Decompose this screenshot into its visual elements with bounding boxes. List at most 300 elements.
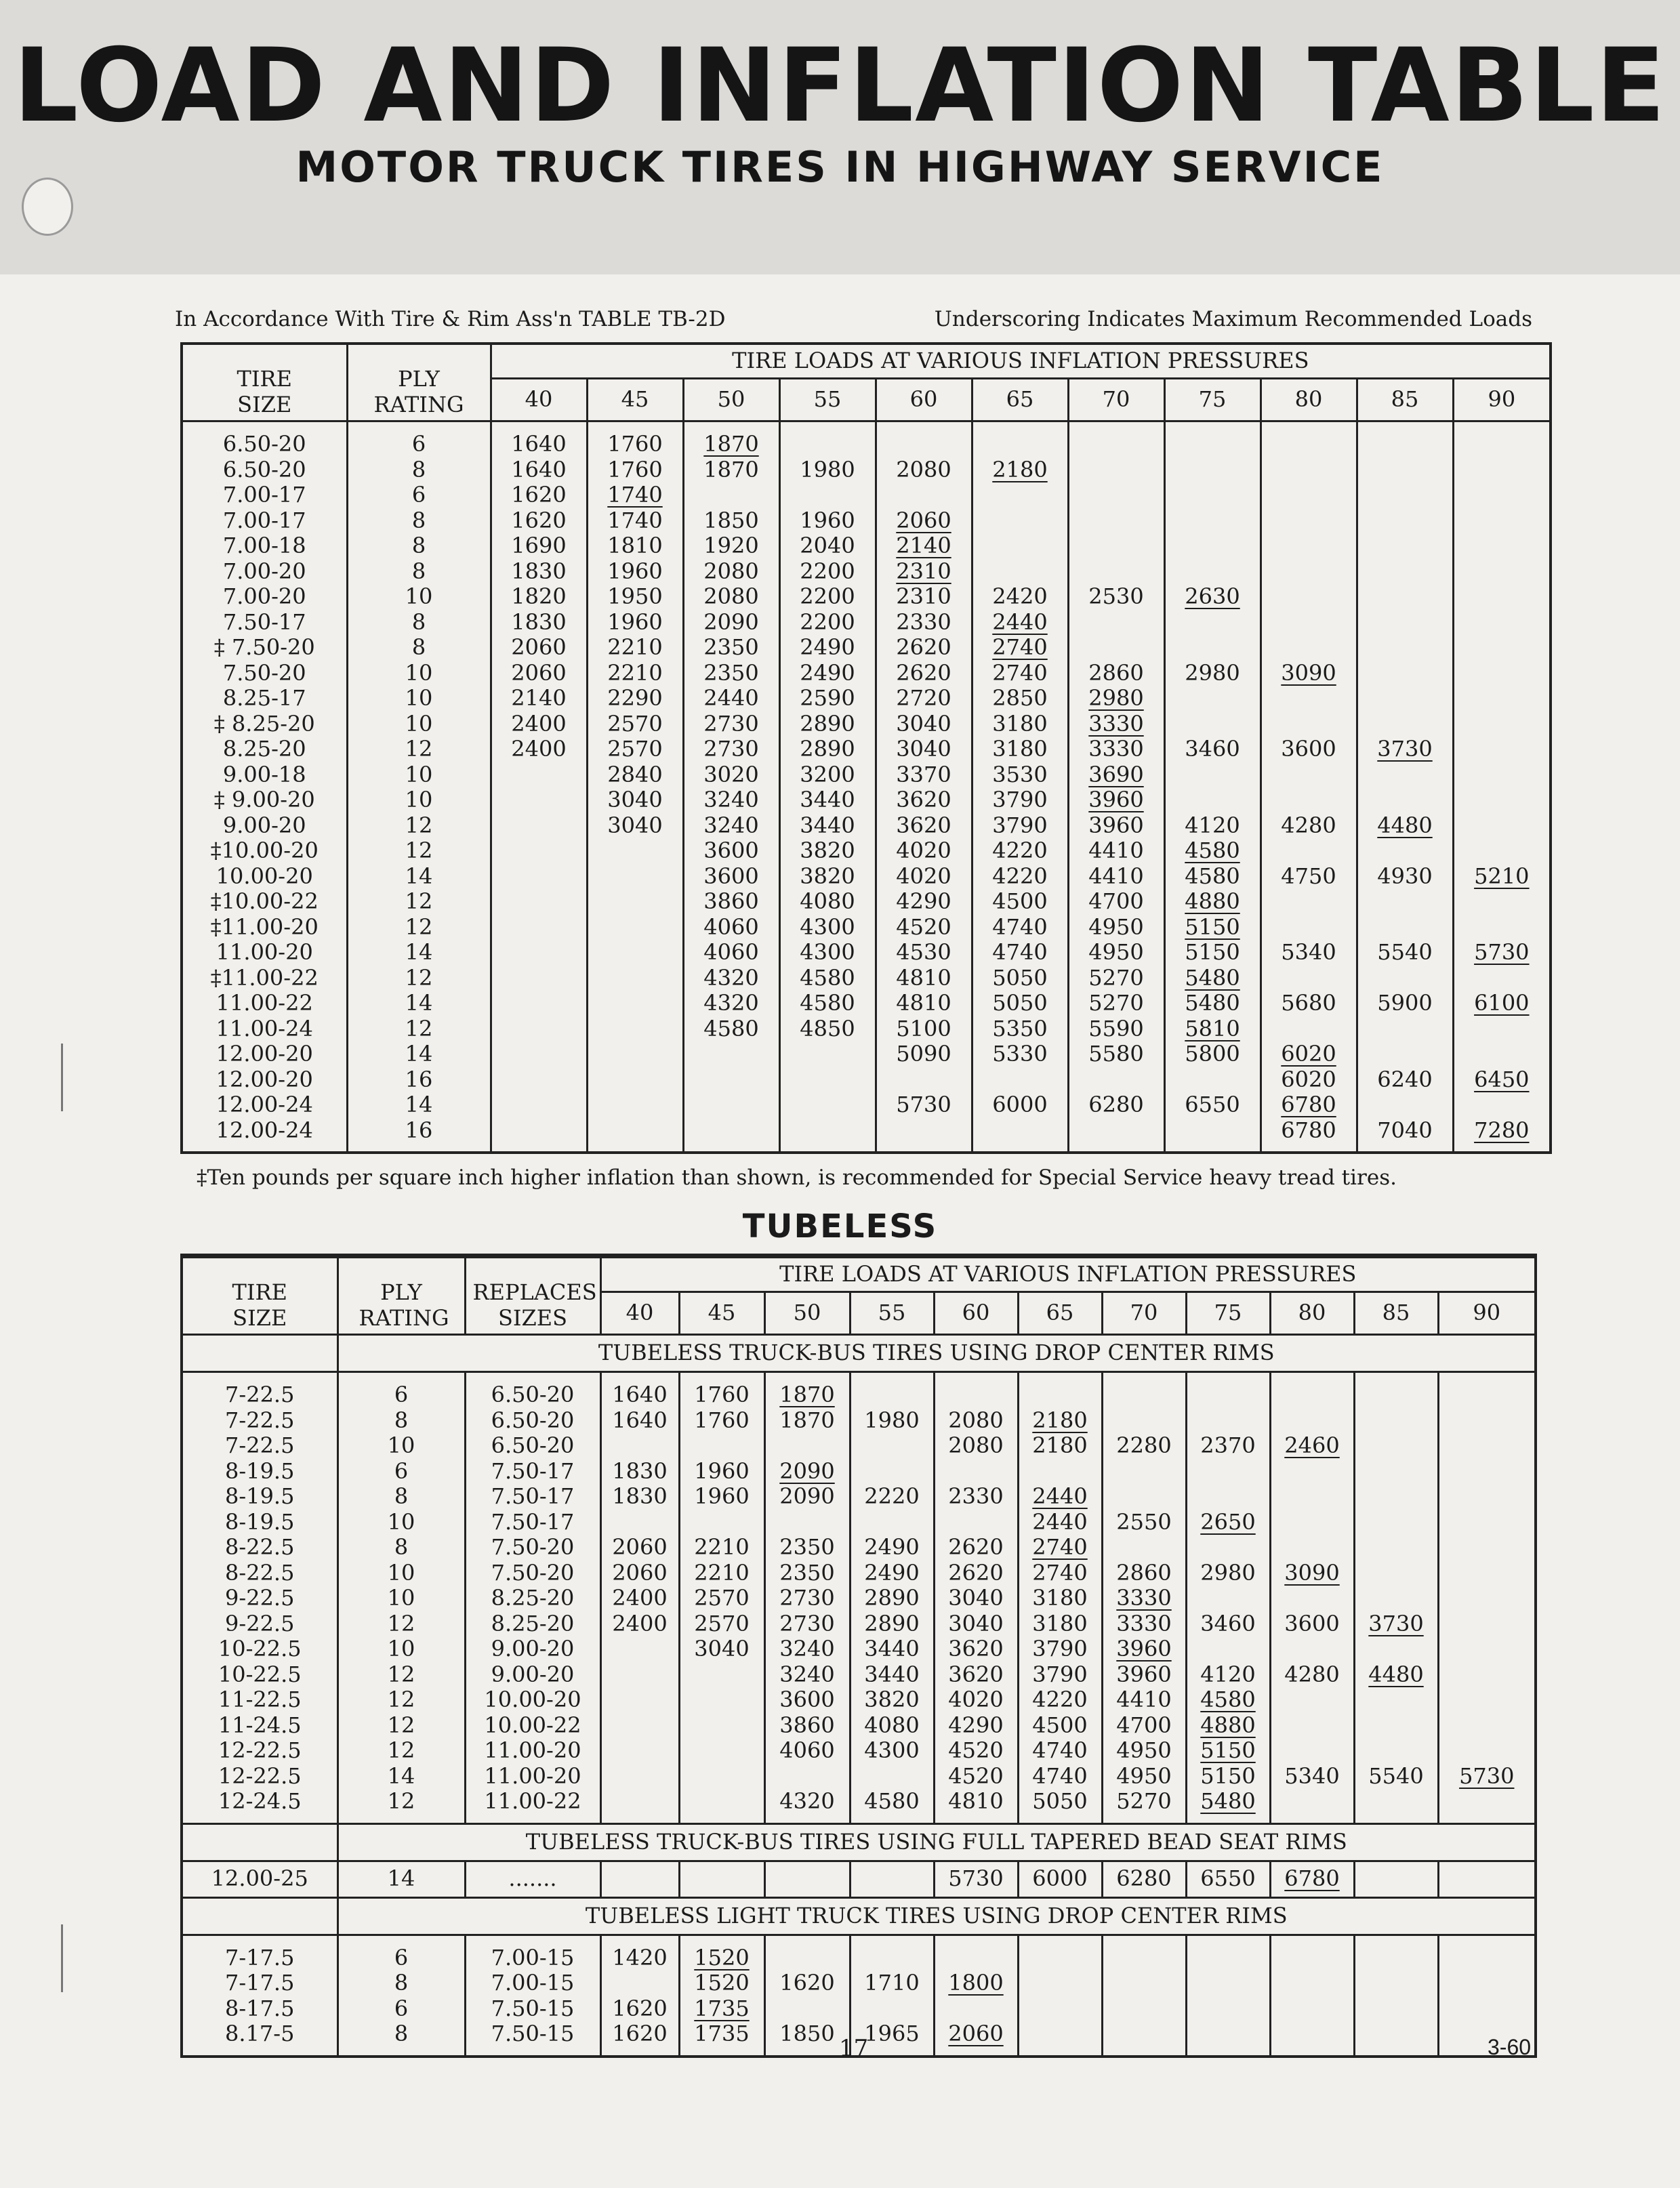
form-number: 3-60 bbox=[1488, 2035, 1532, 2059]
load-cell: 2290 bbox=[587, 686, 683, 711]
load-cell bbox=[1270, 1738, 1354, 1764]
max-load-value: 5150 bbox=[1200, 1737, 1256, 1763]
binder-mark bbox=[61, 1924, 63, 1992]
load-cell bbox=[1438, 1789, 1536, 1823]
tire-size-cell: ‡10.00-22 bbox=[182, 889, 347, 915]
load-cell bbox=[1354, 1713, 1438, 1739]
load-cell bbox=[1270, 1996, 1354, 2022]
load-cell bbox=[1453, 421, 1551, 457]
load-cell: 4580 bbox=[683, 1016, 779, 1042]
load-cell bbox=[1453, 813, 1551, 839]
load-cell: 1620 bbox=[600, 2021, 679, 2057]
load-cell: 1920 bbox=[683, 533, 779, 559]
load-cell bbox=[876, 533, 972, 559]
load-cell bbox=[1354, 1738, 1438, 1764]
load-cell: 3620 bbox=[934, 1636, 1018, 1662]
load-cell bbox=[1164, 762, 1261, 788]
load-cell: 4290 bbox=[934, 1713, 1018, 1739]
load-cell bbox=[491, 787, 587, 813]
load-cell bbox=[587, 1016, 683, 1042]
load-cell bbox=[491, 991, 587, 1016]
load-cell: 2080 bbox=[683, 584, 779, 610]
load-cell: 3960 bbox=[1102, 1662, 1186, 1688]
pressure-header-cell: 50 bbox=[683, 379, 779, 421]
load-cell bbox=[1102, 1935, 1186, 1970]
load-cell: 4120 bbox=[1186, 1662, 1270, 1688]
load-cell: 6240 bbox=[1357, 1067, 1453, 1093]
max-load-value: 2180 bbox=[992, 456, 1048, 482]
load-cell: 4580 bbox=[1164, 864, 1261, 890]
tire-size-cell: 7-17.5 bbox=[182, 1935, 337, 1970]
load-cell bbox=[1261, 1016, 1357, 1042]
ply-rating-cell: 10 bbox=[347, 686, 491, 711]
load-cell: 4700 bbox=[1102, 1713, 1186, 1739]
load-cell bbox=[1357, 813, 1453, 839]
ply-rating-cell: 6 bbox=[337, 1996, 465, 2022]
header-ply-rating: PLY RATING bbox=[347, 344, 491, 421]
tire-size-cell: ‡ 8.25-20 bbox=[182, 711, 347, 737]
load-cell: 2570 bbox=[679, 1586, 764, 1611]
load-cell: 2730 bbox=[683, 711, 779, 737]
load-cell bbox=[1354, 1662, 1438, 1688]
load-cell bbox=[1354, 1586, 1438, 1611]
load-cell bbox=[1354, 1459, 1438, 1485]
load-cell bbox=[1357, 559, 1453, 585]
load-cell bbox=[1102, 1484, 1186, 1510]
load-cell: 5330 bbox=[972, 1041, 1068, 1067]
load-cell bbox=[1453, 482, 1551, 508]
replaces-size-cell: 7.50-17 bbox=[465, 1459, 600, 1485]
load-cell: 4740 bbox=[1018, 1764, 1102, 1790]
load-cell bbox=[1261, 711, 1357, 737]
load-cell: 4740 bbox=[972, 915, 1068, 941]
load-cell: 1620 bbox=[491, 482, 587, 508]
load-cell bbox=[1354, 1535, 1438, 1561]
load-cell bbox=[876, 508, 972, 534]
load-cell bbox=[779, 1041, 876, 1067]
load-cell bbox=[1018, 1372, 1102, 1408]
pressure-header-cell: 40 bbox=[600, 1292, 679, 1335]
load-cell bbox=[587, 940, 683, 966]
load-cell bbox=[1453, 457, 1551, 483]
tire-size-cell: 6.50-20 bbox=[182, 457, 347, 483]
load-cell bbox=[1354, 1433, 1438, 1459]
max-load-value: 2140 bbox=[896, 533, 951, 558]
load-cell bbox=[1261, 635, 1357, 661]
load-cell bbox=[491, 1118, 587, 1153]
load-cell bbox=[1068, 787, 1164, 813]
load-cell: 4950 bbox=[1102, 1764, 1186, 1790]
load-cell bbox=[1164, 711, 1261, 737]
pressure-header-cell: 65 bbox=[1018, 1292, 1102, 1335]
load-cell: 2200 bbox=[779, 584, 876, 610]
table-row bbox=[182, 813, 1551, 839]
load-cell: 5730 bbox=[876, 1092, 972, 1118]
load-cell: 5340 bbox=[1261, 940, 1357, 966]
tire-size-cell: 8.17-5 bbox=[182, 2021, 337, 2057]
load-cell bbox=[1261, 482, 1357, 508]
ply-rating-cell: 14 bbox=[347, 864, 491, 890]
load-cell: 3600 bbox=[764, 1687, 850, 1713]
load-cell bbox=[1438, 1372, 1536, 1408]
load-cell bbox=[1453, 559, 1551, 585]
load-cell bbox=[1453, 915, 1551, 941]
load-cell bbox=[1357, 533, 1453, 559]
max-load-value: 5810 bbox=[1185, 1015, 1240, 1041]
load-cell bbox=[1261, 457, 1357, 483]
section-label: TUBELESS LIGHT TRUCK TIRES USING DROP CENTER RIMS bbox=[337, 1897, 1536, 1935]
load-cell bbox=[779, 1092, 876, 1118]
load-cell bbox=[1018, 1970, 1102, 1996]
load-cell bbox=[850, 1510, 934, 1535]
header-ply-rating: PLY RATING bbox=[337, 1258, 465, 1335]
load-cell: 2080 bbox=[876, 457, 972, 483]
load-cell: 4320 bbox=[764, 1789, 850, 1823]
load-cell bbox=[1164, 508, 1261, 534]
load-cell: 1960 bbox=[779, 508, 876, 534]
load-cell: 5900 bbox=[1357, 991, 1453, 1016]
load-cell: 4280 bbox=[1270, 1662, 1354, 1688]
load-cell bbox=[934, 1970, 1018, 1996]
ply-rating-cell: 12 bbox=[337, 1687, 465, 1713]
load-cell bbox=[1438, 1484, 1536, 1510]
load-cell: 3620 bbox=[876, 813, 972, 839]
tire-size-cell: 12.00-24 bbox=[182, 1118, 347, 1153]
load-cell bbox=[1186, 1408, 1270, 1434]
load-cell bbox=[1164, 482, 1261, 508]
load-cell bbox=[1261, 915, 1357, 941]
pressure-header-cell: 85 bbox=[1354, 1292, 1438, 1335]
load-cell bbox=[683, 421, 779, 457]
load-cell: 4280 bbox=[1261, 813, 1357, 839]
max-load-value: 2180 bbox=[1032, 1407, 1088, 1433]
load-cell: 2210 bbox=[679, 1535, 764, 1561]
load-cell: 1960 bbox=[679, 1459, 764, 1485]
pressure-header-cell: 70 bbox=[1068, 379, 1164, 421]
max-load-value: 4480 bbox=[1368, 1661, 1424, 1687]
load-cell bbox=[683, 1067, 779, 1093]
ply-rating-cell: 14 bbox=[347, 1041, 491, 1067]
load-cell: 2080 bbox=[934, 1433, 1018, 1459]
replaces-size-cell: 7.00-15 bbox=[465, 1970, 600, 1996]
load-cell bbox=[587, 966, 683, 991]
load-cell bbox=[876, 1067, 972, 1093]
load-cell: 1960 bbox=[679, 1484, 764, 1510]
table-row bbox=[182, 864, 1551, 890]
table-row bbox=[182, 421, 1551, 457]
load-cell: 2400 bbox=[491, 737, 587, 762]
tire-size-cell: 9-22.5 bbox=[182, 1611, 337, 1637]
load-cell bbox=[600, 1789, 679, 1823]
ply-rating-cell: 6 bbox=[337, 1935, 465, 1970]
load-cell bbox=[1453, 533, 1551, 559]
load-cell bbox=[1261, 584, 1357, 610]
ply-rating-cell: 12 bbox=[337, 1662, 465, 1688]
load-cell: 4060 bbox=[764, 1738, 850, 1764]
ply-rating-cell: 8 bbox=[347, 635, 491, 661]
load-cell bbox=[1354, 1510, 1438, 1535]
load-cell bbox=[1438, 1738, 1536, 1764]
load-cell: 2570 bbox=[679, 1611, 764, 1637]
load-cell bbox=[1068, 559, 1164, 585]
load-cell: 3460 bbox=[1186, 1611, 1270, 1637]
load-cell bbox=[1102, 1996, 1186, 2022]
load-cell bbox=[1261, 1092, 1357, 1118]
table-row bbox=[182, 940, 1551, 966]
load-cell: 4580 bbox=[779, 966, 876, 991]
load-cell bbox=[1354, 1935, 1438, 1970]
section-blank-cell bbox=[182, 1823, 337, 1861]
load-cell bbox=[491, 1067, 587, 1093]
load-cell bbox=[1018, 1484, 1102, 1510]
ply-rating-cell: 14 bbox=[337, 1764, 465, 1790]
load-cell: 3620 bbox=[876, 787, 972, 813]
load-cell bbox=[1102, 2021, 1186, 2057]
load-cell bbox=[1164, 559, 1261, 585]
load-cell: 1820 bbox=[491, 584, 587, 610]
load-cell: 1760 bbox=[679, 1372, 764, 1408]
load-cell bbox=[1068, 711, 1164, 737]
load-cell bbox=[934, 1510, 1018, 1535]
load-cell bbox=[1357, 787, 1453, 813]
load-cell: 5340 bbox=[1270, 1764, 1354, 1790]
load-cell: 4580 bbox=[850, 1789, 934, 1823]
load-cell: 2890 bbox=[779, 711, 876, 737]
load-cell bbox=[587, 838, 683, 864]
load-cell bbox=[764, 1861, 850, 1897]
load-cell: 2730 bbox=[764, 1586, 850, 1611]
load-cell: 2280 bbox=[1102, 1433, 1186, 1459]
load-cell: 2060 bbox=[600, 1561, 679, 1586]
load-cell: 3620 bbox=[934, 1662, 1018, 1688]
ply-rating-cell: 6 bbox=[347, 421, 491, 457]
load-cell: 2850 bbox=[972, 686, 1068, 711]
load-cell: 3330 bbox=[1068, 737, 1164, 762]
load-cell: 2890 bbox=[850, 1611, 934, 1637]
load-cell: 2210 bbox=[587, 661, 683, 686]
max-load-value: 5150 bbox=[1185, 913, 1240, 940]
load-cell bbox=[972, 1118, 1068, 1153]
load-cell bbox=[1453, 686, 1551, 711]
max-load-value: 1520 bbox=[694, 1944, 750, 1970]
max-load-value: 3960 bbox=[1116, 1636, 1172, 1661]
table-row bbox=[182, 635, 1551, 661]
load-cell bbox=[1186, 1738, 1270, 1764]
ply-rating-cell: 12 bbox=[337, 1713, 465, 1739]
pressure-header-cell: 45 bbox=[679, 1292, 764, 1335]
tire-size-cell: 7.00-20 bbox=[182, 584, 347, 610]
load-cell bbox=[1018, 1535, 1102, 1561]
load-cell bbox=[683, 1118, 779, 1153]
load-cell bbox=[1354, 1611, 1438, 1637]
load-cell bbox=[1438, 1510, 1536, 1535]
tire-size-cell: 8-19.5 bbox=[182, 1459, 337, 1485]
load-cell: 6780 bbox=[1261, 1118, 1357, 1153]
load-cell bbox=[491, 838, 587, 864]
load-cell: 2730 bbox=[764, 1611, 850, 1637]
load-cell: 3790 bbox=[1018, 1636, 1102, 1662]
load-cell bbox=[679, 1662, 764, 1688]
load-cell bbox=[1164, 1118, 1261, 1153]
footnote: ‡Ten pounds per square inch higher inflation than shown, is recommended for Special Service heavy tread tires. bbox=[197, 1165, 1397, 1190]
replaces-size-cell: 10.00-20 bbox=[465, 1687, 600, 1713]
tire-size-cell: 8-19.5 bbox=[182, 1484, 337, 1510]
load-cell: 2530 bbox=[1068, 584, 1164, 610]
pressure-header-cell: 75 bbox=[1164, 379, 1261, 421]
table-row bbox=[182, 610, 1551, 636]
ply-rating-cell: 8 bbox=[337, 1535, 465, 1561]
replaces-size-cell: 7.50-15 bbox=[465, 1996, 600, 2022]
load-cell bbox=[1164, 915, 1261, 941]
section-label: TUBELESS TRUCK-BUS TIRES USING DROP CENTER RIMS bbox=[337, 1335, 1536, 1372]
load-cell: 6280 bbox=[1102, 1861, 1186, 1897]
load-cell bbox=[600, 1687, 679, 1713]
load-cell: 3820 bbox=[779, 838, 876, 864]
load-cell: 1830 bbox=[600, 1459, 679, 1485]
load-cell: 5540 bbox=[1357, 940, 1453, 966]
table-row bbox=[182, 889, 1551, 915]
load-cell: 3820 bbox=[779, 864, 876, 890]
ply-rating-cell: 12 bbox=[337, 1738, 465, 1764]
load-cell: 1960 bbox=[587, 610, 683, 636]
table-row bbox=[182, 838, 1551, 864]
replaces-size-cell: ....... bbox=[465, 1861, 600, 1897]
load-cell: 4530 bbox=[876, 940, 972, 966]
load-cell: 4300 bbox=[779, 915, 876, 941]
load-cell bbox=[1261, 421, 1357, 457]
table-row bbox=[182, 1687, 1536, 1713]
load-cell: 3040 bbox=[876, 711, 972, 737]
replaces-size-cell: 7.50-17 bbox=[465, 1510, 600, 1535]
load-cell bbox=[1164, 1016, 1261, 1042]
load-cell: 4300 bbox=[779, 940, 876, 966]
load-cell bbox=[1357, 915, 1453, 941]
header-tire-size: TIRE SIZE bbox=[182, 344, 347, 421]
tire-size-cell: ‡10.00-20 bbox=[182, 838, 347, 864]
ply-rating-cell: 12 bbox=[347, 838, 491, 864]
load-cell bbox=[1018, 1459, 1102, 1485]
load-cell bbox=[1270, 1459, 1354, 1485]
load-cell: 3040 bbox=[587, 813, 683, 839]
load-cell bbox=[1270, 1433, 1354, 1459]
load-cell bbox=[1102, 1372, 1186, 1408]
pressure-header-cell: 45 bbox=[587, 379, 683, 421]
max-load-value: 2460 bbox=[1284, 1432, 1340, 1458]
load-cell: 2490 bbox=[779, 635, 876, 661]
load-cell: 4520 bbox=[934, 1764, 1018, 1790]
load-cell: 1740 bbox=[587, 508, 683, 534]
load-cell bbox=[1186, 1636, 1270, 1662]
load-cell bbox=[1438, 1408, 1536, 1434]
load-cell bbox=[1261, 966, 1357, 991]
load-cell: 4320 bbox=[683, 991, 779, 1016]
load-cell: 2400 bbox=[600, 1611, 679, 1637]
load-cell bbox=[1164, 584, 1261, 610]
max-load-value: 2090 bbox=[779, 1458, 835, 1484]
load-cell bbox=[1270, 1484, 1354, 1510]
load-cell bbox=[1270, 1935, 1354, 1970]
ply-rating-cell: 12 bbox=[337, 1789, 465, 1823]
load-cell: 2980 bbox=[1164, 661, 1261, 686]
load-cell bbox=[1164, 889, 1261, 915]
ply-rating-cell: 12 bbox=[347, 737, 491, 762]
load-cell bbox=[1102, 1586, 1186, 1611]
load-cell bbox=[587, 915, 683, 941]
load-cell: 2200 bbox=[779, 610, 876, 636]
load-cell bbox=[1357, 584, 1453, 610]
ply-rating-cell: 10 bbox=[337, 1433, 465, 1459]
load-cell: 3440 bbox=[779, 787, 876, 813]
tire-size-cell: ‡11.00-22 bbox=[182, 966, 347, 991]
page-subtitle: MOTOR TRUCK TIRES IN HIGHWAY SERVICE bbox=[295, 142, 1385, 192]
load-cell bbox=[1357, 686, 1453, 711]
tire-size-cell: 7-17.5 bbox=[182, 1970, 337, 1996]
ply-rating-cell: 10 bbox=[347, 661, 491, 686]
load-cell bbox=[679, 1935, 764, 1970]
load-cell: 2200 bbox=[779, 559, 876, 585]
load-cell bbox=[1186, 1372, 1270, 1408]
load-cell bbox=[1261, 559, 1357, 585]
load-cell bbox=[1068, 533, 1164, 559]
load-cell bbox=[600, 1433, 679, 1459]
load-cell bbox=[850, 1372, 934, 1408]
load-cell bbox=[1438, 1861, 1536, 1897]
load-cell bbox=[1102, 1408, 1186, 1434]
load-cell bbox=[1270, 1510, 1354, 1535]
ply-rating-cell: 8 bbox=[337, 1484, 465, 1510]
load-cell: 3460 bbox=[1164, 737, 1261, 762]
load-cell: 4220 bbox=[972, 864, 1068, 890]
load-cell bbox=[1438, 1764, 1536, 1790]
ply-rating-cell: 10 bbox=[337, 1586, 465, 1611]
load-cell bbox=[1261, 889, 1357, 915]
load-cell bbox=[1068, 508, 1164, 534]
load-cell: 3180 bbox=[972, 711, 1068, 737]
max-load-value: 1870 bbox=[703, 431, 759, 457]
max-load-value: 4480 bbox=[1377, 812, 1433, 838]
load-cell bbox=[1186, 2021, 1270, 2057]
table-row bbox=[182, 1433, 1536, 1459]
load-cell: 2740 bbox=[1018, 1561, 1102, 1586]
table-row bbox=[182, 1408, 1536, 1434]
load-cell bbox=[972, 635, 1068, 661]
ply-rating-cell: 16 bbox=[347, 1067, 491, 1093]
load-cell bbox=[1357, 508, 1453, 534]
ply-rating-cell: 12 bbox=[337, 1611, 465, 1637]
load-cell bbox=[491, 940, 587, 966]
load-cell: 3040 bbox=[934, 1586, 1018, 1611]
ply-rating-cell: 10 bbox=[347, 762, 491, 788]
load-cell bbox=[1453, 584, 1551, 610]
load-cell bbox=[1270, 1713, 1354, 1739]
load-cell bbox=[600, 1738, 679, 1764]
load-cell bbox=[1357, 482, 1453, 508]
load-cell bbox=[1068, 421, 1164, 457]
load-cell: 2490 bbox=[850, 1535, 934, 1561]
load-cell: 4500 bbox=[972, 889, 1068, 915]
tire-size-cell: 7.50-20 bbox=[182, 661, 347, 686]
table-row bbox=[182, 1764, 1536, 1790]
table-row bbox=[182, 762, 1551, 788]
replaces-size-cell: 8.25-20 bbox=[465, 1586, 600, 1611]
load-cell bbox=[1354, 1687, 1438, 1713]
load-cell bbox=[1354, 1372, 1438, 1408]
load-cell: 2210 bbox=[679, 1561, 764, 1586]
load-cell: 4020 bbox=[876, 864, 972, 890]
load-cell bbox=[679, 1433, 764, 1459]
load-cell: 2720 bbox=[876, 686, 972, 711]
max-load-value: 2650 bbox=[1200, 1508, 1256, 1535]
